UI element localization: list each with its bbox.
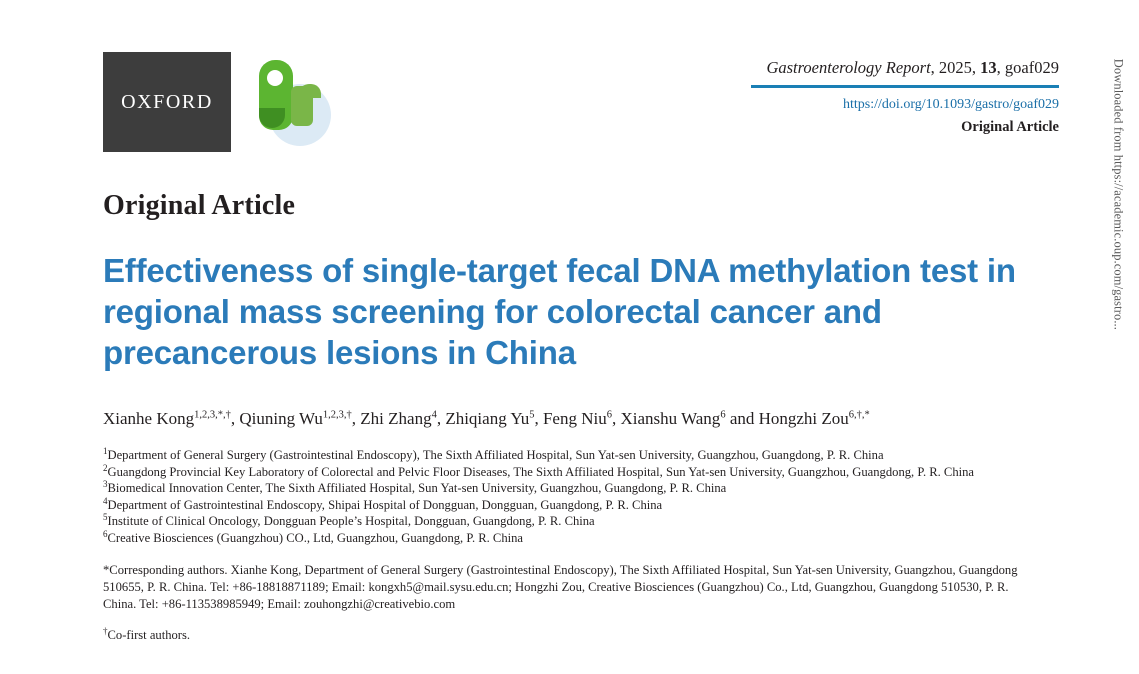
logo-g-hole-shape bbox=[267, 70, 283, 86]
article-type-label: Original Article bbox=[961, 118, 1059, 135]
download-watermark: Downloaded from https://academic.oup.com/gastro... bbox=[1111, 58, 1125, 330]
journal-citation-line bbox=[639, 58, 1059, 78]
journal-citation-block bbox=[639, 58, 1059, 136]
header-divider bbox=[751, 85, 1059, 88]
affiliation-item: $^6$Creative Biosciences (Guangzhou) CO., Ltd, Guangzhou, Guangdong, P. R. China bbox=[103, 528, 524, 545]
affiliation-list bbox=[103, 447, 1018, 546]
corresponding-author-note: *Corresponding authors. Xianhe Kong, Department of General Surgery (Gastrointestinal Endoscopy), The Sixth Affiliated Hospital, Sun Yat-sen University, Guangzhou, Guangdong 510655, P. R. China. Tel: +86-18818871189; Email: kongxh5@mail.sysu.edu.cn; Hongzhi Zou, Creative Biosciences (Guangzhou) Co., Ltd, Guangzhou, Guangdong 510530, P. R. China. Tel: +86-113538985949; Email: zouhongzhi@creativebio.com bbox=[103, 563, 1018, 611]
co-first-authors-note: †Co-first authors. bbox=[103, 626, 191, 643]
gastroenterology-report-logo-icon bbox=[245, 52, 335, 152]
publisher-logos bbox=[103, 52, 335, 152]
article-front-matter bbox=[103, 190, 1043, 643]
section-label: Original Article bbox=[103, 190, 296, 221]
affiliation-item: $^1$Department of General Surgery (Gastrointestinal Endoscopy), The Sixth Affiliated Hospital, Sun Yat-sen University, Guangzhou, Guangdong, P. R. China bbox=[103, 445, 884, 462]
doi-link[interactable]: https://doi.org/10.1093/gastro/goaf029 bbox=[843, 96, 1059, 112]
affiliation-item: $^4$Department of Gastrointestinal Endoscopy, Shipai Hospital of Dongguan, Dongguan, Guangdong, P. R. China bbox=[103, 495, 663, 512]
page-title: Effectiveness of single-target fecal DNA methylation test in regional mass screening for colorectal cancer and precancerous lesions in China bbox=[103, 252, 1016, 371]
oxford-logo: OXFORD bbox=[103, 52, 231, 152]
journal-year: , 2025, bbox=[930, 58, 981, 77]
logo-r-arm-shape bbox=[299, 84, 321, 98]
author-list: Xianhe Kong$^{1,2,3,*,\dagger}$, Qiuning $Wu^{1,2,3,\dagger}$, Zhi Zhang$^4$, Zhiqiang Yu$^5$, Feng Niu$^6$, Xianshu Wang$^6$ and Hongzhi Zou$^{6,\dagger,*}$ bbox=[103, 409, 870, 428]
journal-name: Gastroenterology Report bbox=[766, 58, 931, 77]
journal-volume: 13 bbox=[980, 58, 997, 77]
affiliation-item: $^3$Biomedical Innovation Center, The Sixth Affiliated Hospital, Sun Yat-sen University, Guangzhou, Guangdong, P. R. China bbox=[103, 478, 727, 495]
journal-article-number: , goaf029 bbox=[996, 58, 1059, 77]
affiliation-item: $^2$Guangdong Provincial Key Laboratory of Colorectal and Pelvic Floor Diseases, The Sixth Affiliated Hospital, Sun Yat-sen University, Guangzhou, Guangdong, P. R. China bbox=[103, 462, 975, 479]
page-header bbox=[103, 52, 1059, 162]
affiliation-item: $^5$Institute of Clinical Oncology, Dongguan People’s Hospital, Dongguan, Guangdong, P. R. China bbox=[103, 511, 595, 528]
